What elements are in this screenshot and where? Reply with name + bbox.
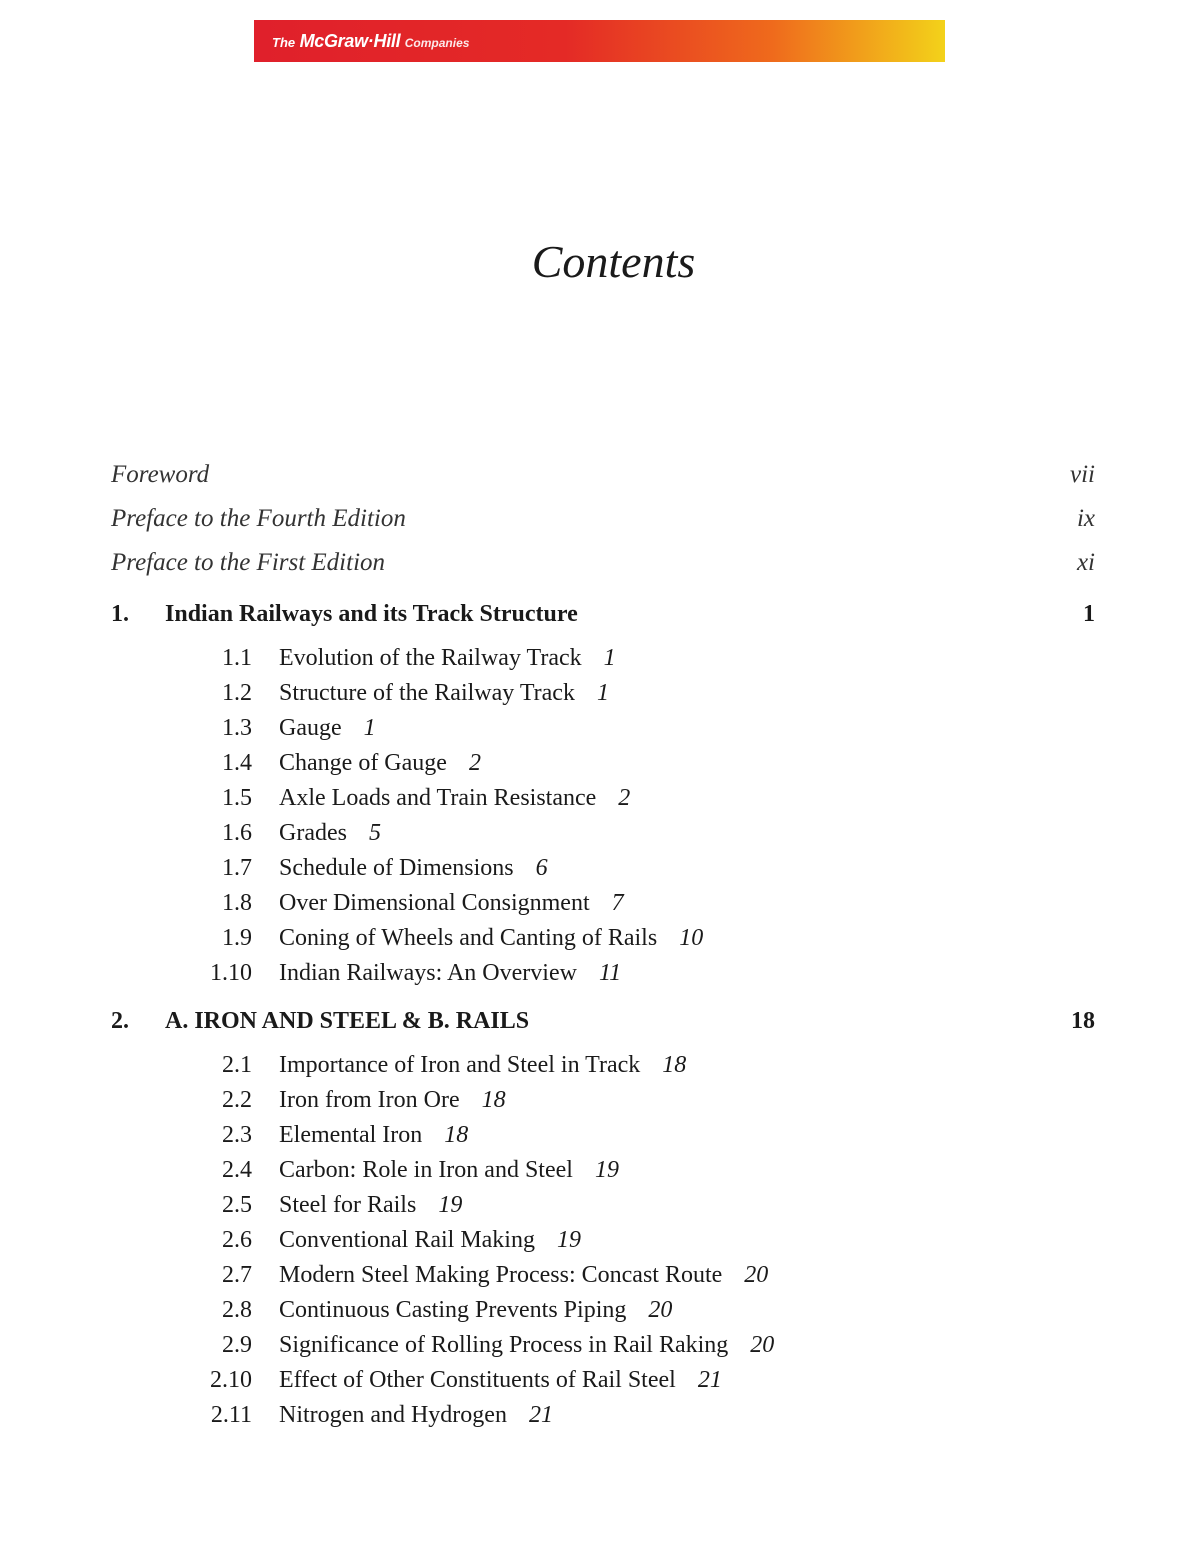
section-page: 5 — [368, 820, 381, 846]
section-entry[interactable] — [279, 1330, 774, 1360]
logo-suffix: Companies — [404, 36, 470, 50]
section-entry[interactable] — [279, 783, 630, 813]
section-title: Conventional Rail Making — [279, 1227, 535, 1253]
section-entry[interactable] — [279, 1155, 619, 1185]
section-entry[interactable] — [279, 643, 616, 673]
section-page: 18 — [662, 1052, 687, 1078]
toc-entry-preface-first[interactable]: Preface to the First Edition — [111, 549, 386, 576]
section-page: 7 — [611, 890, 624, 916]
section-number: 2.6 — [222, 1227, 252, 1253]
section-number: 2.1 — [222, 1052, 252, 1078]
section-title: Nitrogen and Hydrogen — [279, 1402, 507, 1428]
section-title: Modern Steel Making Process: Concast Route — [279, 1262, 723, 1288]
section-title: Change of Gauge — [279, 750, 447, 776]
chapter-page: 1 — [1083, 601, 1095, 627]
section-title: Over Dimensional Consignment — [279, 890, 590, 916]
section-page: 11 — [598, 960, 622, 986]
chapter-title[interactable]: Indian Railways and its Track Structure — [165, 601, 578, 627]
section-entry[interactable] — [279, 678, 609, 708]
logo-brand: McGraw·Hill — [299, 31, 401, 51]
section-page: 1 — [603, 645, 616, 671]
toc-entry-foreword[interactable]: Foreword — [111, 461, 210, 488]
section-entry[interactable] — [279, 1050, 686, 1080]
section-number: 2.10 — [210, 1367, 252, 1393]
section-entry[interactable] — [279, 1085, 506, 1115]
section-page: 20 — [744, 1262, 769, 1288]
section-title: Coning of Wheels and Canting of Rails — [279, 925, 658, 951]
section-entry[interactable] — [279, 818, 381, 848]
section-number: 1.5 — [222, 785, 252, 811]
section-entry[interactable] — [279, 1365, 722, 1395]
section-page: 20 — [750, 1332, 775, 1358]
chapter-number: 2. — [111, 1008, 129, 1034]
section-page: 19 — [556, 1227, 581, 1253]
section-page: 2 — [468, 750, 481, 776]
section-entry[interactable] — [279, 713, 376, 743]
section-page: 18 — [444, 1122, 469, 1148]
section-number: 1.1 — [222, 645, 252, 671]
section-page: 18 — [481, 1087, 506, 1113]
section-page: 19 — [594, 1157, 619, 1183]
section-page: 1 — [596, 680, 609, 706]
section-title: Gauge — [279, 715, 342, 741]
section-title: Continuous Casting Prevents Piping — [279, 1297, 627, 1323]
section-title: Importance of Iron and Steel in Track — [279, 1052, 641, 1078]
section-title: Structure of the Railway Track — [279, 680, 575, 706]
section-title: Steel for Rails — [279, 1192, 417, 1218]
section-page: 21 — [697, 1367, 722, 1393]
section-number: 1.9 — [222, 925, 252, 951]
section-title: Effect of Other Constituents of Rail Steel — [279, 1367, 676, 1393]
toc-page-foreword: vii — [1070, 461, 1095, 488]
section-title: Schedule of Dimensions — [279, 855, 514, 881]
section-title: Iron from Iron Ore — [279, 1087, 460, 1113]
section-page: 6 — [535, 855, 548, 881]
section-entry[interactable] — [279, 1225, 581, 1255]
toc-entry-preface-fourth[interactable]: Preface to the Fourth Edition — [111, 505, 406, 532]
section-entry[interactable] — [279, 1295, 672, 1325]
section-entry[interactable] — [279, 748, 481, 778]
section-title: Axle Loads and Train Resistance — [279, 785, 597, 811]
section-entry[interactable] — [279, 853, 548, 883]
section-number: 2.11 — [210, 1402, 252, 1428]
section-number: 2.9 — [222, 1332, 252, 1358]
section-number: 2.4 — [222, 1157, 252, 1183]
section-title: Indian Railways: An Overview — [279, 960, 577, 986]
section-entry[interactable] — [279, 1400, 553, 1430]
section-entry[interactable] — [279, 923, 703, 953]
chapter-number: 1. — [111, 601, 129, 627]
section-number: 2.2 — [222, 1087, 252, 1113]
section-number: 1.7 — [222, 855, 252, 881]
section-entry[interactable] — [279, 888, 624, 918]
toc-page-preface-fourth: ix — [1076, 505, 1095, 532]
chapter-title[interactable]: A. IRON AND STEEL & B. RAILS — [165, 1008, 530, 1034]
section-number: 1.4 — [222, 750, 252, 776]
section-page: 10 — [679, 925, 704, 951]
page-title: Contents — [531, 236, 696, 287]
chapter-page: 18 — [1071, 1008, 1095, 1034]
publisher-banner — [254, 20, 945, 62]
section-title: Significance of Rolling Process in Rail Raking — [279, 1332, 729, 1358]
section-number: 1.8 — [222, 890, 252, 916]
section-title: Grades — [279, 820, 347, 846]
section-title: Elemental Iron — [279, 1122, 423, 1148]
section-number: 1.6 — [222, 820, 252, 846]
section-number: 2.5 — [222, 1192, 252, 1218]
section-number: 1.2 — [222, 680, 252, 706]
section-number: 2.7 — [222, 1262, 252, 1288]
section-entry[interactable] — [279, 958, 621, 988]
section-number: 1.3 — [222, 715, 252, 741]
logo-prefix: The — [272, 35, 296, 50]
section-page: 2 — [618, 785, 631, 811]
section-page: 19 — [438, 1192, 463, 1218]
section-page: 21 — [528, 1402, 553, 1428]
section-number: 2.8 — [222, 1297, 252, 1323]
section-title: Carbon: Role in Iron and Steel — [279, 1157, 573, 1183]
publisher-logo — [272, 31, 469, 52]
section-entry[interactable] — [279, 1260, 768, 1290]
toc-page-preface-first: xi — [1076, 549, 1095, 576]
section-title: Evolution of the Railway Track — [279, 645, 582, 671]
section-entry[interactable] — [279, 1120, 468, 1150]
section-number: 2.3 — [222, 1122, 252, 1148]
section-page: 20 — [648, 1297, 673, 1323]
section-page: 1 — [363, 715, 376, 741]
section-number: 1.10 — [210, 960, 252, 986]
section-entry[interactable] — [279, 1190, 462, 1220]
